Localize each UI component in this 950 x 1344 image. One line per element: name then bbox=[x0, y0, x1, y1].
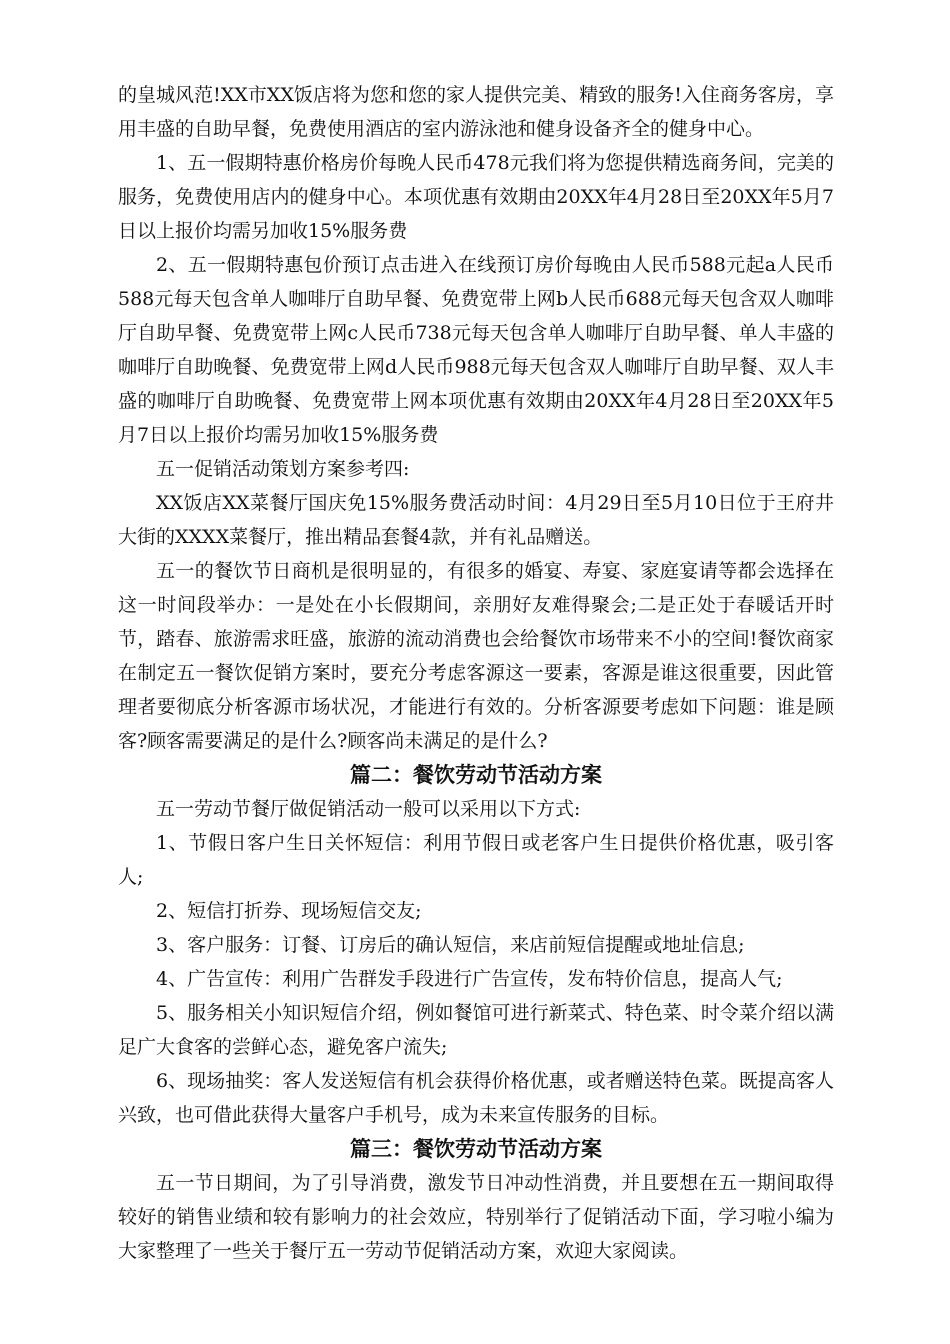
paragraph-s2-intro: 五一劳动节餐厅做促销活动一般可以采用以下方式: bbox=[156, 798, 581, 820]
paragraph-s2-item-1: 1、节假日客户生日关怀短信：利用节假日或老客户生日提供价格优惠，吸引客人; bbox=[118, 832, 834, 888]
paragraph-restaurant-offer: XX饭店XX菜餐厅国庆免15%服务费活动时间：4月29日至5月10日位于王府井大街的XXXX菜餐厅，推出精品套餐4款，并有礼品赠送。 bbox=[118, 492, 834, 548]
paragraph-plan-reference: 五一促销活动策划方案参考四: bbox=[156, 458, 410, 480]
paragraph-s3-intro: 五一节日期间，为了引导消费，激发节日冲动性消费，并且要想在五一期间取得较好的销售业绩和较有影响力的社会效应，特别举行了促销活动下面，学习啦小编为大家整理了一些关于餐厅五一劳动节促销活动方案，欢迎大家阅读。 bbox=[118, 1172, 834, 1262]
document-page bbox=[118, 78, 834, 1268]
paragraph-continuation: 的皇城风范!XX市XX饭店将为您和您的家人提供完美、精致的服务!入住商务客房，享用丰盛的自助早餐，免费使用酒店的室内游泳池和健身设备齐全的健身中心。 bbox=[118, 84, 834, 140]
paragraph-offer-1: 1、五一假期特惠价格房价每晚人民币478元我们将为您提供精选商务间，完美的服务，免费使用店内的健身中心。本项优惠有效期由20XX年4月28日至20XX年5月7日以上报价均需另加收15%服务费 bbox=[118, 152, 834, 242]
section-title-2: 篇二：餐饮劳动节活动方案 bbox=[350, 763, 602, 787]
paragraph-offer-2: 2、五一假期特惠包价预订点击进入在线预订房价每晚由人民币588元起a人民币588元每天包含单人咖啡厅自助早餐、免费宽带上网b人民币688元每天包含双人咖啡厅自助早餐、免费宽带上网c人民币738元每天包含单人咖啡厅自助早餐、单人丰盛的咖啡厅自助晚餐、免费宽带上网d人民币988元每天包含双人咖啡厅自助早餐、双人丰盛的咖啡厅自助晚餐、免费宽带上网本项优惠有效期由20XX年4月28日至20XX年5月7日以上报价均需另加收15%服务费 bbox=[118, 254, 834, 446]
paragraph-s2-item-3: 3、客户服务：订餐、订房后的确认短信，来店前短信提醒或地址信息; bbox=[156, 934, 745, 956]
section-title-3: 篇三：餐饮劳动节活动方案 bbox=[350, 1137, 602, 1161]
paragraph-s2-item-5: 5、服务相关小知识短信介绍，例如餐馆可进行新菜式、特色菜、时令菜介绍以满足广大食客的尝鲜心态，避免客户流失; bbox=[118, 1002, 834, 1058]
paragraph-s2-item-2: 2、短信打折券、现场短信交友; bbox=[156, 900, 422, 922]
paragraph-s2-item-6: 6、现场抽奖：客人发送短信有机会获得价格优惠，或者赠送特色菜。既提高客人兴致，也可借此获得大量客户手机号，成为未来宣传服务的目标。 bbox=[118, 1070, 834, 1126]
paragraph-business-opportunity: 五一的餐饮节日商机是很明显的，有很多的婚宴、寿宴、家庭宴请等都会选择在这一时间段举办：一是处在小长假期间，亲朋好友难得聚会;二是正处于春暖话开时节，踏春、旅游需求旺盛，旅游的流动消费也会给餐饮市场带来不小的空间!餐饮商家在制定五一餐饮促销方案时，要充分考虑客源这一要素，客源是谁这很重要，因此管理者要彻底分析客源市场状况，才能进行有效的。分析客源要考虑如下问题：谁是顾客?顾客需要满足的是什么?顾客尚未满足的是什么? bbox=[118, 560, 834, 752]
paragraph-s2-item-4: 4、广告宣传：利用广告群发手段进行广告宣传，发布特价信息，提高人气; bbox=[156, 968, 783, 990]
